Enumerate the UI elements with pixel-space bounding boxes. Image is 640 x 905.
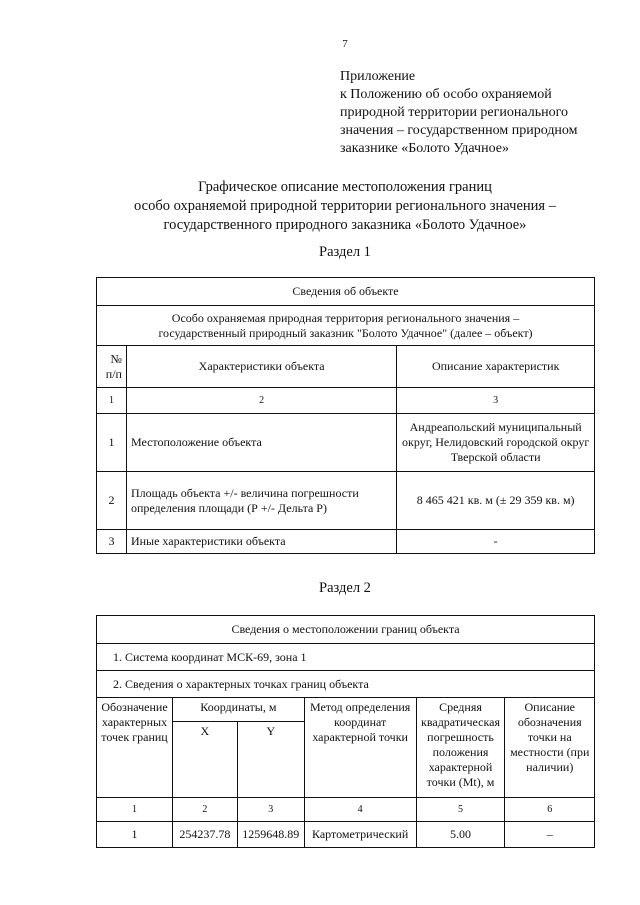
appendix-line: заказнике «Болото Удачное» [340, 141, 509, 156]
row-characteristic: Местоположение объекта [126, 414, 396, 472]
table-row [97, 822, 595, 848]
column-index: 3 [237, 798, 304, 822]
appendix-line: Приложение [340, 69, 416, 84]
column-header-description: Описание характеристик [397, 346, 595, 388]
column-index: 2 [172, 798, 237, 822]
column-index: 1 [97, 388, 127, 414]
table-row [97, 414, 595, 472]
point-rmse: 5.00 [416, 822, 505, 848]
page-number: 7 [342, 38, 348, 50]
title-line: государственного природного заказника «Болото Удачное» [163, 217, 527, 233]
point-marking: – [505, 822, 595, 848]
column-header-method: Метод определения координат характерной точки [304, 698, 416, 798]
object-name-line: Особо охраняемая природная территория регионального значения – [171, 310, 520, 325]
row-characteristic: Иные характеристики объекта [126, 530, 396, 554]
column-index: 2 [126, 388, 396, 414]
point-id: 1 [97, 822, 173, 848]
point-y: 1259648.89 [237, 822, 304, 848]
title-line: особо охраняемой природной территории регионального значения – [134, 198, 556, 214]
row-description: - [397, 530, 595, 554]
points-section-title: 2. Сведения о характерных точках границ объекта [97, 671, 595, 698]
section-2-heading: Раздел 2 [319, 580, 371, 596]
object-info-table [96, 277, 595, 554]
column-header-number: № п/п [97, 346, 127, 388]
appendix-line: значения – государственном природном [340, 123, 578, 138]
table-title: Сведения о местоположении границ объекта [97, 616, 595, 644]
column-header-marking: Описание обозначения точки на местности (при наличии) [505, 698, 595, 798]
column-header-point: Обозначение характерных точек границ [97, 698, 173, 798]
column-header-rmse: Средняя квадратическая погрешность положения характерной точки (Mt), м [416, 698, 505, 798]
column-index: 1 [97, 798, 173, 822]
row-number: 1 [97, 414, 127, 472]
row-number: 3 [97, 530, 127, 554]
point-x: 254237.78 [172, 822, 237, 848]
section-1-heading: Раздел 1 [319, 244, 371, 260]
column-index: 6 [505, 798, 595, 822]
object-name [97, 306, 595, 346]
column-index: 4 [304, 798, 416, 822]
point-method: Картометрический [304, 822, 416, 848]
appendix-note [340, 68, 578, 158]
row-characteristic: Площадь объекта +/- величина погрешности определения площади (Р +/- Дельта Р) [126, 472, 396, 530]
table-row [97, 472, 595, 530]
table-title: Сведения об объекте [97, 278, 595, 306]
appendix-line: природной территории регионального [340, 105, 568, 120]
column-header-coordinates: Координаты, м [172, 698, 304, 722]
column-header-y: Y [237, 722, 304, 798]
row-number: 2 [97, 472, 127, 530]
title-line: Графическое описание местоположения границ [198, 179, 492, 195]
row-description: Андреапольский муниципальный округ, Нелидовский городской округ Тверской области [397, 414, 595, 472]
row-description: 8 465 421 кв. м (± 29 359 кв. м) [397, 472, 595, 530]
coordinate-system: 1. Система координат МСК-69, зона 1 [97, 644, 595, 671]
object-name-line: государственный природный заказник "Болото Удачное" (далее – объект) [158, 325, 533, 340]
appendix-line: к Положению об особо охраняемой [340, 87, 552, 102]
table-row [97, 530, 595, 554]
column-header-characteristic: Характеристики объекта [126, 346, 396, 388]
column-index: 5 [416, 798, 505, 822]
boundary-points-table [96, 615, 595, 848]
column-index: 3 [397, 388, 595, 414]
column-header-x: X [172, 722, 237, 798]
document-title [0, 178, 640, 235]
